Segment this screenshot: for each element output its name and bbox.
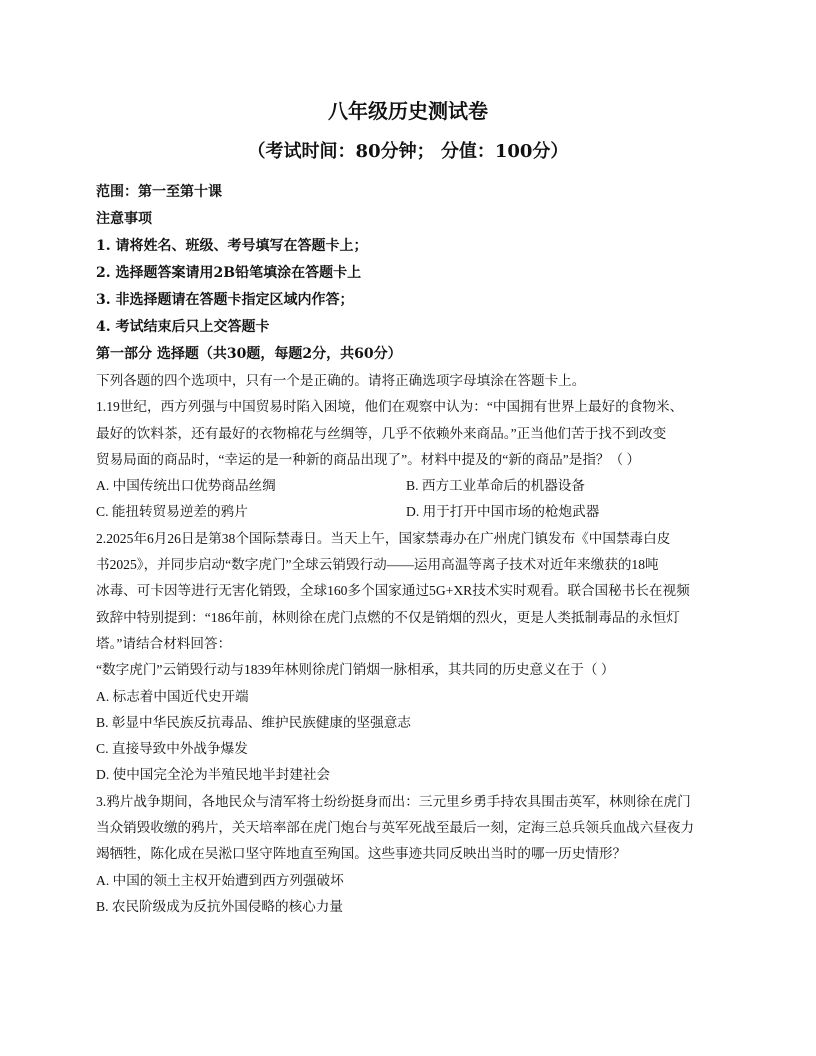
question-text-line: 当众销毁收缴的鸦片，关天培率部在虎门炮台与英军死战至最后一刻，定海三总兵领兵血战六昼夜力	[96, 820, 695, 836]
option-a: A. 中国的领土主权开始遭到西方列强破坏	[96, 872, 344, 888]
option-b: B. 农民阶级成为反抗外国侵略的核心力量	[96, 898, 343, 914]
question-text-line: 竭牺牲，陈化成在吴淞口坚守阵地直至殉国。这些事迹共同反映出当时的哪一历史情形？	[96, 846, 627, 862]
question-stem: “数字虎门”云销毁行动与1839年林则徐虎门销烟一脉相承，其共同的历史意义在于（ ）	[96, 662, 615, 678]
section1-heading: 第一部分 选择题（共30题，每题2分，共60分）	[96, 346, 402, 362]
option-d: D. 使中国完全沦为半殖民地半封建社会	[96, 767, 331, 783]
option-d: D. 用于打开中国市场的枪炮武器	[406, 504, 600, 520]
option-b: B. 西方工业革命后的机器设备	[406, 478, 585, 494]
option-c: C. 直接导致中外战争爆发	[96, 741, 248, 757]
option-row	[96, 499, 722, 525]
option-c: C. 能扭转贸易逆差的鸦片	[96, 504, 248, 520]
exam-content	[96, 179, 722, 920]
question-2	[96, 526, 722, 789]
option-row	[96, 473, 722, 499]
notice-item-1: 1. 请将姓名、班级、考号填写在答题卡上；	[96, 238, 368, 254]
option-b: B. 彰显中华民族反抗毒品、维护民族健康的坚强意志	[96, 714, 411, 730]
question-3	[96, 789, 722, 920]
exam-title: 八年级历史测试卷	[328, 99, 488, 123]
option-a: A. 标志着中国近代史开端	[96, 688, 249, 704]
exam-subtitle: （考试时间：80分钟； 分值：100分）	[247, 141, 569, 162]
notice-item-4: 4. 考试结束后只上交答题卡	[96, 319, 270, 335]
section1-instruction: 下列各题的四个选项中，只有一个是正确的。请将正确选项字母填涂在答题卡上。	[96, 373, 586, 388]
question-text-line: 贸易局面的商品时，“幸运的是一种新的商品出现了”。材料中提及的“新的商品”是指？（ ）	[96, 451, 641, 467]
question-text-line: 2.2025年6月26日是第38个国际禁毒日。当天上午，国家禁毒办在广州虎门镇发布《中国禁毒白皮	[96, 530, 671, 546]
question-text-line: 冰毒、可卡因等进行无害化销毁，全球160多个国家通过5G+XR技术实时观看。联合国秘书长在视频	[96, 583, 690, 599]
question-text-line: 致辞中特别提到：“186年前，林则徐在虎门点燃的不仅是销烟的烈火，更是人类抵制毒品的永恒灯	[96, 609, 680, 625]
question-text-line: 书2025》，并同步启动“数字虎门”全球云销毁行动——运用高温等离子技术对近年来缴获的18吨	[96, 557, 659, 573]
question-1	[96, 394, 722, 525]
question-text-line: 1.19世纪，西方列强与中国贸易时陷入困境，他们在观察中认为：“中国拥有世界上最好的食物米、	[96, 399, 684, 415]
notice-item-2: 2. 选择题答案请用2B铅笔填涂在答题卡上	[96, 265, 362, 281]
notice-item-3: 3. 非选择题请在答题卡指定区域内作答；	[96, 292, 354, 308]
question-text-line: 最好的饮料茶，还有最好的衣物棉花与丝绸等，几乎不依赖外来商品。”正当他们苦于找不到改变	[96, 425, 667, 441]
question-text-line: 塔。”请结合材料回答：	[96, 635, 232, 651]
option-a: A. 中国传统出口优势商品丝绸	[96, 478, 276, 494]
questions-block	[96, 368, 722, 920]
question-text-line: 3.鸦片战争期间，各地民众与清军将士纷纷挺身而出：三元里乡勇手持农具围击英军，林则徐在虎门	[96, 793, 691, 809]
notice-heading: 注意事项	[96, 211, 152, 227]
scope-line: 范围：第一至第十课	[96, 184, 222, 200]
